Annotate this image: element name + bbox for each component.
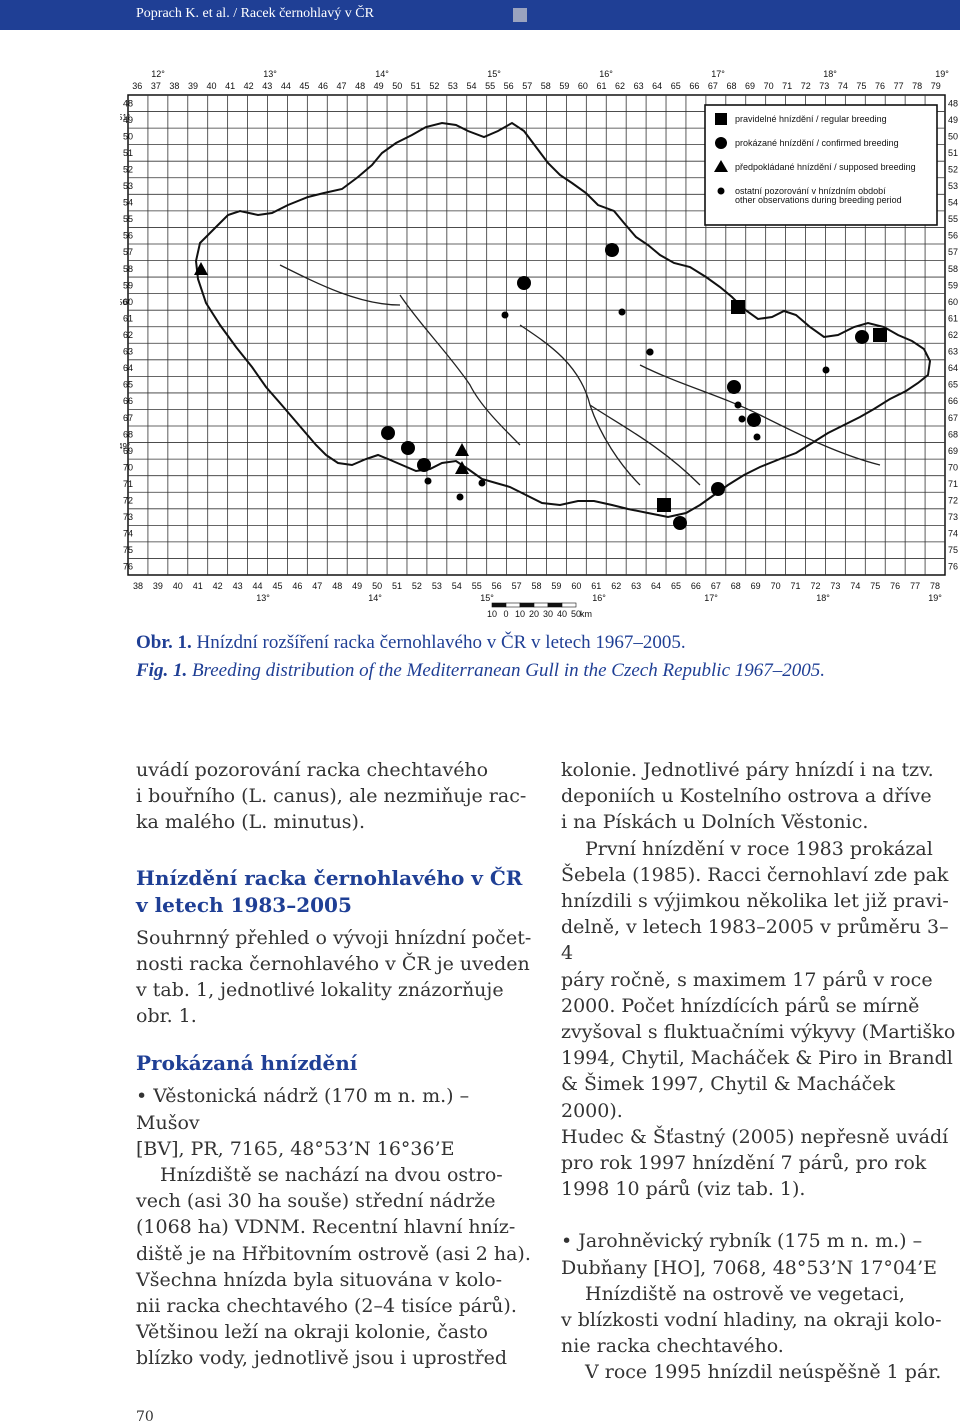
grid-number: 73 bbox=[948, 512, 959, 523]
map-top-grid-numbers bbox=[132, 69, 949, 91]
grid-number: 53 bbox=[447, 81, 458, 91]
distribution-map bbox=[120, 65, 960, 625]
jarohnevice-text-line-2: v blízkosti vodní hladiny, na okraji kolo- bbox=[561, 1309, 942, 1332]
confirmed-breeding-circle-icon bbox=[605, 243, 619, 257]
grid-number: 78 bbox=[930, 581, 941, 591]
grid-number: 70 bbox=[763, 81, 774, 91]
intro-line-2: i bouřního (L. canus), ale nezmiňuje rac- bbox=[136, 785, 527, 808]
right-text-column bbox=[561, 757, 959, 1386]
grid-number: 54 bbox=[123, 197, 134, 208]
grid-number: 74 bbox=[837, 81, 848, 91]
grid-number: 70 bbox=[948, 462, 959, 473]
vestonice-text-line-6: nii racka chechtavého (2–4 tisíce párů). bbox=[136, 1295, 517, 1318]
other-observation-dot-icon bbox=[823, 367, 830, 374]
grid-number: 60 bbox=[577, 81, 588, 91]
grid-number: 77 bbox=[910, 581, 921, 591]
jarohnevice-text-line-3: nie racka chechtavého. bbox=[561, 1335, 784, 1358]
grid-number: 63 bbox=[631, 581, 642, 591]
grid-number: 58 bbox=[540, 81, 551, 91]
grid-number: 46 bbox=[292, 581, 303, 591]
legend-label: other observations during breeding period bbox=[735, 195, 902, 205]
scale-segment bbox=[534, 603, 548, 607]
grid-number: 42 bbox=[243, 81, 254, 91]
map-legend bbox=[705, 105, 937, 225]
legend-label: pravidelné hnízdění / regular breeding bbox=[735, 114, 887, 124]
grid-number: 53 bbox=[948, 181, 959, 192]
grid-number: 76 bbox=[123, 561, 134, 572]
scale-segment bbox=[562, 603, 576, 607]
other-observation-dot-icon bbox=[735, 402, 742, 409]
vestonice-text-line-2: vech (asi 30 ha souše) střední nádrže bbox=[136, 1190, 496, 1213]
grid-number: 69 bbox=[745, 81, 756, 91]
grid-number: 51 bbox=[948, 147, 959, 158]
vestonice-text-line-5: Všechna hnízda byla situována v kolo- bbox=[136, 1268, 503, 1291]
grid-number: 51 bbox=[410, 81, 421, 91]
degree-label: 17° bbox=[711, 69, 725, 79]
grid-number: 48 bbox=[355, 81, 366, 91]
vestonice-text-line-7: Většinou leží na okraji kolonie, často bbox=[136, 1321, 488, 1344]
right-p1-line-3: i na Pískách u Dolních Věstonic. bbox=[561, 811, 869, 834]
grid-number: 67 bbox=[123, 412, 134, 423]
grid-number: 48 bbox=[948, 98, 959, 109]
grid-number: 75 bbox=[856, 81, 867, 91]
grid-number: 72 bbox=[948, 495, 959, 506]
overview-line-1: Souhrnný přehled o vývoji hnízdní počet- bbox=[136, 926, 532, 949]
grid-number: 61 bbox=[123, 313, 134, 324]
scale-segment bbox=[520, 603, 534, 607]
grid-number: 74 bbox=[948, 528, 959, 539]
header-square-ornament bbox=[513, 8, 527, 22]
grid-number: 59 bbox=[559, 81, 570, 91]
grid-number: 72 bbox=[810, 581, 821, 591]
grid-number: 52 bbox=[123, 164, 134, 175]
grid-number: 64 bbox=[651, 581, 662, 591]
grid-number: 65 bbox=[948, 379, 959, 390]
grid-number: 47 bbox=[312, 581, 323, 591]
figure-caption-en bbox=[136, 660, 825, 682]
grid-number: 50 bbox=[372, 581, 383, 591]
site-vestonice-line-1: • Věstonická nádrž (170 m n. m.) – Mušov bbox=[136, 1085, 470, 1134]
grid-number: 49 bbox=[373, 81, 384, 91]
caption-en-text: Breeding distribution of the Mediterranean Gull in the Czech Republic 1967–2005. bbox=[187, 660, 826, 681]
grid-number: 50 bbox=[123, 131, 134, 142]
regular-breeding-square-icon bbox=[873, 328, 887, 342]
degree-label: 18° bbox=[816, 593, 830, 603]
grid-number: 76 bbox=[875, 81, 886, 91]
grid-number: 57 bbox=[123, 247, 134, 258]
confirmed-breeding-circle-icon bbox=[747, 413, 761, 427]
confirmed-breeding-circle-icon bbox=[417, 458, 431, 472]
scale-number: 10 bbox=[514, 609, 526, 619]
grid-number: 59 bbox=[551, 581, 562, 591]
grid-number: 58 bbox=[948, 263, 959, 274]
subsection-heading: Prokázaná hnízdění bbox=[136, 1051, 358, 1076]
grid-number: 44 bbox=[280, 81, 291, 91]
overview-line-3: v tab. 1, jednotlivé lokality znázorňuje bbox=[136, 979, 504, 1002]
grid-number: 73 bbox=[819, 81, 830, 91]
map-right-grid-numbers bbox=[948, 98, 958, 571]
grid-number: 40 bbox=[172, 581, 183, 591]
grid-number: 49 bbox=[352, 581, 363, 591]
grid-number: 55 bbox=[471, 581, 482, 591]
other-observation-dot-icon bbox=[619, 309, 626, 316]
regular-breeding-square-icon bbox=[731, 300, 745, 314]
grid-number: 63 bbox=[948, 346, 959, 357]
grid-number: 56 bbox=[948, 230, 959, 241]
grid-number: 49 bbox=[948, 114, 959, 125]
vestonice-text-line-1: Hnízdiště se nachází na dvou ostro- bbox=[160, 1164, 503, 1187]
grid-number: 57 bbox=[948, 247, 959, 258]
right-p2-line-12: 1998 10 párů (viz tab. 1). bbox=[561, 1178, 806, 1201]
right-p2-line-4: delně, v letech 1983–2005 v průměru 3–4 bbox=[561, 916, 949, 965]
grid-number: 68 bbox=[948, 429, 959, 440]
degree-label: 51° bbox=[120, 112, 131, 122]
scale-segment bbox=[548, 603, 562, 607]
grid-number: 63 bbox=[633, 81, 644, 91]
site-vestonice-line-2: [BV], PR, 7165, 48°53’N 16°36’E bbox=[136, 1137, 455, 1160]
degree-label: 13° bbox=[256, 593, 270, 603]
grid-number: 73 bbox=[830, 581, 841, 591]
grid-number: 74 bbox=[850, 581, 861, 591]
grid-number: 49 bbox=[123, 114, 134, 125]
grid-number: 60 bbox=[123, 296, 134, 307]
vestonice-text-line-8: blízko vody, jednotlivě jsou i uprostřed bbox=[136, 1347, 507, 1370]
caption-cz-text: Hnízdní rozšíření racka černohlavého v ČR v letech 1967–2005. bbox=[191, 632, 686, 653]
degree-label: 12° bbox=[151, 69, 165, 79]
section-heading-line-2: v letech 1983–2005 bbox=[136, 892, 352, 917]
grid-number: 54 bbox=[948, 197, 959, 208]
grid-number: 61 bbox=[596, 81, 607, 91]
degree-label: 14° bbox=[368, 593, 382, 603]
grid-number: 53 bbox=[431, 581, 442, 591]
grid-number: 64 bbox=[948, 363, 959, 374]
grid-number: 66 bbox=[123, 396, 134, 407]
grid-number: 60 bbox=[571, 581, 582, 591]
legend-label: prokázané hnízdění / confirmed breeding bbox=[735, 138, 899, 148]
grid-number: 59 bbox=[123, 280, 134, 291]
dot-icon bbox=[718, 188, 725, 195]
grid-number: 69 bbox=[750, 581, 761, 591]
degree-label: 13° bbox=[263, 69, 277, 79]
site-jarohnevice-line-2: Dubňany [HO], 7068, 48°53’N 17°04’E bbox=[561, 1256, 938, 1279]
spacer bbox=[561, 1202, 959, 1228]
grid-number: 78 bbox=[912, 81, 923, 91]
grid-number: 67 bbox=[707, 81, 718, 91]
jarohnevice-text-line-4: V roce 1995 hnízdil neúspěšně 1 pár. bbox=[585, 1361, 942, 1384]
grid-number: 62 bbox=[123, 330, 134, 340]
grid-number: 55 bbox=[123, 214, 134, 225]
scale-number: 20 bbox=[528, 609, 540, 619]
grid-number: 58 bbox=[531, 581, 542, 591]
other-observation-dot-icon bbox=[739, 416, 746, 423]
grid-number: 56 bbox=[503, 81, 514, 91]
grid-number: 56 bbox=[491, 581, 502, 591]
legend-label: předpokládané hnízdění / supposed breeding bbox=[735, 162, 916, 172]
confirmed-breeding-circle-icon bbox=[381, 426, 395, 440]
right-p2-line-9: & Šimek 1997, Chytil & Macháček 2000). bbox=[561, 1073, 895, 1122]
right-p2-line-10: Hudec & Šťastný (2005) nepřesně uvádí bbox=[561, 1125, 949, 1148]
map-breeding-symbols bbox=[194, 243, 887, 530]
intro-line-1: uvádí pozorování racka chechtavého bbox=[136, 759, 489, 781]
grid-number: 50 bbox=[948, 131, 959, 142]
scale-number: 30 bbox=[542, 609, 554, 619]
grid-number: 52 bbox=[411, 581, 422, 591]
grid-number: 38 bbox=[169, 81, 180, 91]
grid-number: 75 bbox=[870, 581, 881, 591]
degree-label: 49° bbox=[120, 442, 131, 452]
legend-label: ostatní pozorování v hnízdním období bbox=[735, 186, 886, 196]
grid-number: 64 bbox=[652, 81, 663, 91]
grid-number: 39 bbox=[152, 581, 163, 591]
grid-number: 38 bbox=[132, 581, 143, 591]
confirmed-breeding-circle-icon bbox=[711, 482, 725, 496]
figure-caption-cz bbox=[136, 632, 686, 654]
grid-number: 66 bbox=[690, 581, 701, 591]
confirmed-breeding-circle-icon bbox=[855, 330, 869, 344]
right-p1-line-1: kolonie. Jednotlivé páry hnízdí i na tzv. bbox=[561, 759, 934, 781]
grid-number: 47 bbox=[336, 81, 347, 91]
rivers bbox=[280, 265, 880, 485]
grid-number: 43 bbox=[232, 581, 243, 591]
right-p2-line-8: 1994, Chytil, Macháček & Piro in Brandl bbox=[561, 1047, 953, 1070]
grid-number: 46 bbox=[317, 81, 328, 91]
other-observation-dot-icon bbox=[425, 478, 432, 485]
vestonice-text-line-3: (1068 ha) VDNM. Recentní hlavní hníz- bbox=[136, 1216, 516, 1239]
right-p2-line-3: hnízdili s výjimkou několika let již pravi- bbox=[561, 890, 949, 913]
grid-number: 54 bbox=[451, 581, 462, 591]
circle-icon bbox=[715, 137, 727, 149]
grid-number: 60 bbox=[948, 296, 959, 307]
grid-number: 68 bbox=[726, 81, 737, 91]
confirmed-breeding-circle-icon bbox=[517, 276, 531, 290]
grid-number: 62 bbox=[615, 81, 626, 91]
left-text-column bbox=[136, 757, 534, 1372]
grid-number: 69 bbox=[123, 445, 134, 456]
grid-number: 63 bbox=[123, 346, 134, 357]
square-icon bbox=[715, 113, 727, 125]
grid-number: 57 bbox=[522, 81, 533, 91]
degree-label: 19° bbox=[935, 69, 949, 79]
grid-number: 61 bbox=[591, 581, 602, 591]
scale-number: 0 bbox=[503, 609, 509, 619]
right-p2-line-11: pro rok 1997 hnízdění 7 párů, pro rok bbox=[561, 1152, 927, 1175]
overview-line-2: nosti racka černohlavého v ČR je uveden bbox=[136, 952, 530, 975]
regular-breeding-square-icon bbox=[657, 498, 671, 512]
confirmed-breeding-circle-icon bbox=[673, 516, 687, 530]
grid-number: 75 bbox=[123, 545, 134, 556]
grid-number: 41 bbox=[192, 581, 203, 591]
map-bottom-grid-numbers bbox=[133, 581, 942, 603]
spacer bbox=[136, 836, 534, 865]
right-p2-line-1: První hnízdění v roce 1983 prokázal bbox=[585, 837, 933, 860]
grid-number: 71 bbox=[782, 81, 793, 91]
right-p1-line-2: deponiích u Kostelního ostrova a dříve bbox=[561, 785, 932, 808]
grid-number: 39 bbox=[187, 81, 198, 91]
grid-number: 65 bbox=[123, 379, 134, 390]
right-p2-line-5: páry ročně, s maximem 17 párů v roce bbox=[561, 968, 933, 991]
grid-number: 62 bbox=[948, 330, 959, 340]
jarohnevice-text-line-1: Hnízdiště na ostrově ve vegetaci, bbox=[585, 1282, 905, 1305]
grid-number: 71 bbox=[123, 478, 134, 489]
grid-number: 55 bbox=[485, 81, 496, 91]
grid-number: 42 bbox=[212, 581, 223, 591]
grid-number: 76 bbox=[890, 581, 901, 591]
grid-number: 65 bbox=[670, 581, 681, 591]
grid-number: 68 bbox=[123, 429, 134, 440]
site-jarohnevice-line-1: • Jarohněvický rybník (175 m n. m.) – bbox=[561, 1230, 923, 1253]
degree-label: 50° bbox=[120, 298, 131, 308]
grid-number: 70 bbox=[123, 462, 134, 473]
grid-number: 67 bbox=[710, 581, 721, 591]
running-header bbox=[0, 0, 960, 30]
grid-number: 76 bbox=[948, 561, 959, 572]
grid-number: 75 bbox=[948, 545, 959, 556]
scale-segment bbox=[506, 603, 520, 607]
section-heading-line-1: Hnízdění racka černohlavého v ČR bbox=[136, 865, 523, 890]
grid-number: 71 bbox=[790, 581, 801, 591]
grid-number: 73 bbox=[123, 512, 134, 523]
grid-number: 56 bbox=[123, 230, 134, 241]
grid-number: 59 bbox=[948, 280, 959, 291]
overview-line-4: obr. 1. bbox=[136, 1005, 197, 1028]
confirmed-breeding-circle-icon bbox=[401, 441, 415, 455]
grid-number: 37 bbox=[150, 81, 161, 91]
grid-number: 67 bbox=[948, 412, 959, 423]
grid-number: 57 bbox=[511, 581, 522, 591]
grid-number: 69 bbox=[948, 445, 959, 456]
degree-label: 19° bbox=[928, 593, 942, 603]
scale-number: 10 bbox=[486, 609, 498, 619]
grid-number: 72 bbox=[800, 81, 811, 91]
other-observation-dot-icon bbox=[647, 349, 654, 356]
grid-number: 66 bbox=[948, 396, 959, 407]
other-observation-dot-icon bbox=[457, 494, 464, 501]
scale-unit: km bbox=[580, 609, 592, 619]
grid-number: 54 bbox=[466, 81, 477, 91]
confirmed-breeding-circle-icon bbox=[727, 380, 741, 394]
degree-label: 16° bbox=[599, 69, 613, 79]
other-observation-dot-icon bbox=[479, 480, 486, 487]
grid-number: 45 bbox=[272, 581, 283, 591]
degree-label: 15° bbox=[480, 593, 494, 603]
grid-number: 61 bbox=[948, 313, 959, 324]
grid-number: 66 bbox=[689, 81, 700, 91]
caption-cz-label: Obr. 1. bbox=[136, 632, 192, 653]
grid-number: 40 bbox=[206, 81, 217, 91]
vestonice-text-line-4: diště je na Hřbitovním ostrově (asi 2 ha). bbox=[136, 1242, 531, 1265]
grid-number: 62 bbox=[611, 581, 622, 591]
grid-number: 58 bbox=[123, 263, 134, 274]
grid-number: 64 bbox=[123, 363, 134, 374]
scale-segment bbox=[492, 603, 506, 607]
spacer bbox=[136, 1029, 534, 1050]
grid-number: 41 bbox=[225, 81, 236, 91]
grid-number: 52 bbox=[429, 81, 440, 91]
grid-number: 70 bbox=[770, 581, 781, 591]
degree-label: 14° bbox=[375, 69, 389, 79]
degree-label: 18° bbox=[823, 69, 837, 79]
grid-number: 51 bbox=[123, 147, 134, 158]
grid-number: 72 bbox=[123, 495, 134, 506]
other-observation-dot-icon bbox=[502, 312, 509, 319]
grid-number: 52 bbox=[948, 164, 959, 175]
grid-number: 36 bbox=[132, 81, 143, 91]
degree-label: 17° bbox=[704, 593, 718, 603]
right-p2-line-7: zvyšoval s fluktuačními výkyvy (Martiško bbox=[561, 1021, 956, 1044]
grid-number: 79 bbox=[930, 81, 941, 91]
grid-number: 77 bbox=[893, 81, 904, 91]
grid-number: 74 bbox=[123, 528, 134, 539]
intro-line-3: ka malého (L. minutus). bbox=[136, 811, 366, 834]
grid-number: 44 bbox=[252, 581, 263, 591]
grid-number: 65 bbox=[670, 81, 681, 91]
scale-number: 50 bbox=[570, 609, 582, 619]
grid-number: 68 bbox=[730, 581, 741, 591]
grid-number: 51 bbox=[392, 581, 403, 591]
grid-number: 48 bbox=[123, 98, 134, 109]
degree-label: 16° bbox=[592, 593, 606, 603]
right-p2-line-2: Šebela (1985). Racci černohlaví zde pak bbox=[561, 863, 949, 886]
other-observation-dot-icon bbox=[754, 434, 761, 441]
map-left-grid-numbers bbox=[120, 98, 133, 571]
right-p2-line-6: 2000. Počet hnízdících párů se mírně bbox=[561, 994, 920, 1017]
scale-number: 40 bbox=[556, 609, 568, 619]
degree-label: 15° bbox=[487, 69, 501, 79]
caption-en-label: Fig. 1. bbox=[136, 660, 188, 681]
grid-number: 55 bbox=[948, 214, 959, 225]
grid-number: 45 bbox=[299, 81, 310, 91]
grid-number: 43 bbox=[262, 81, 273, 91]
grid-number: 71 bbox=[948, 478, 959, 489]
page-number: 70 bbox=[136, 1409, 154, 1425]
map-scale-bar bbox=[487, 603, 592, 619]
grid-number: 50 bbox=[392, 81, 403, 91]
grid-number: 53 bbox=[123, 181, 134, 192]
grid-number: 48 bbox=[332, 581, 343, 591]
running-title: Poprach K. et al. / Racek černohlavý v ČR bbox=[136, 6, 374, 21]
